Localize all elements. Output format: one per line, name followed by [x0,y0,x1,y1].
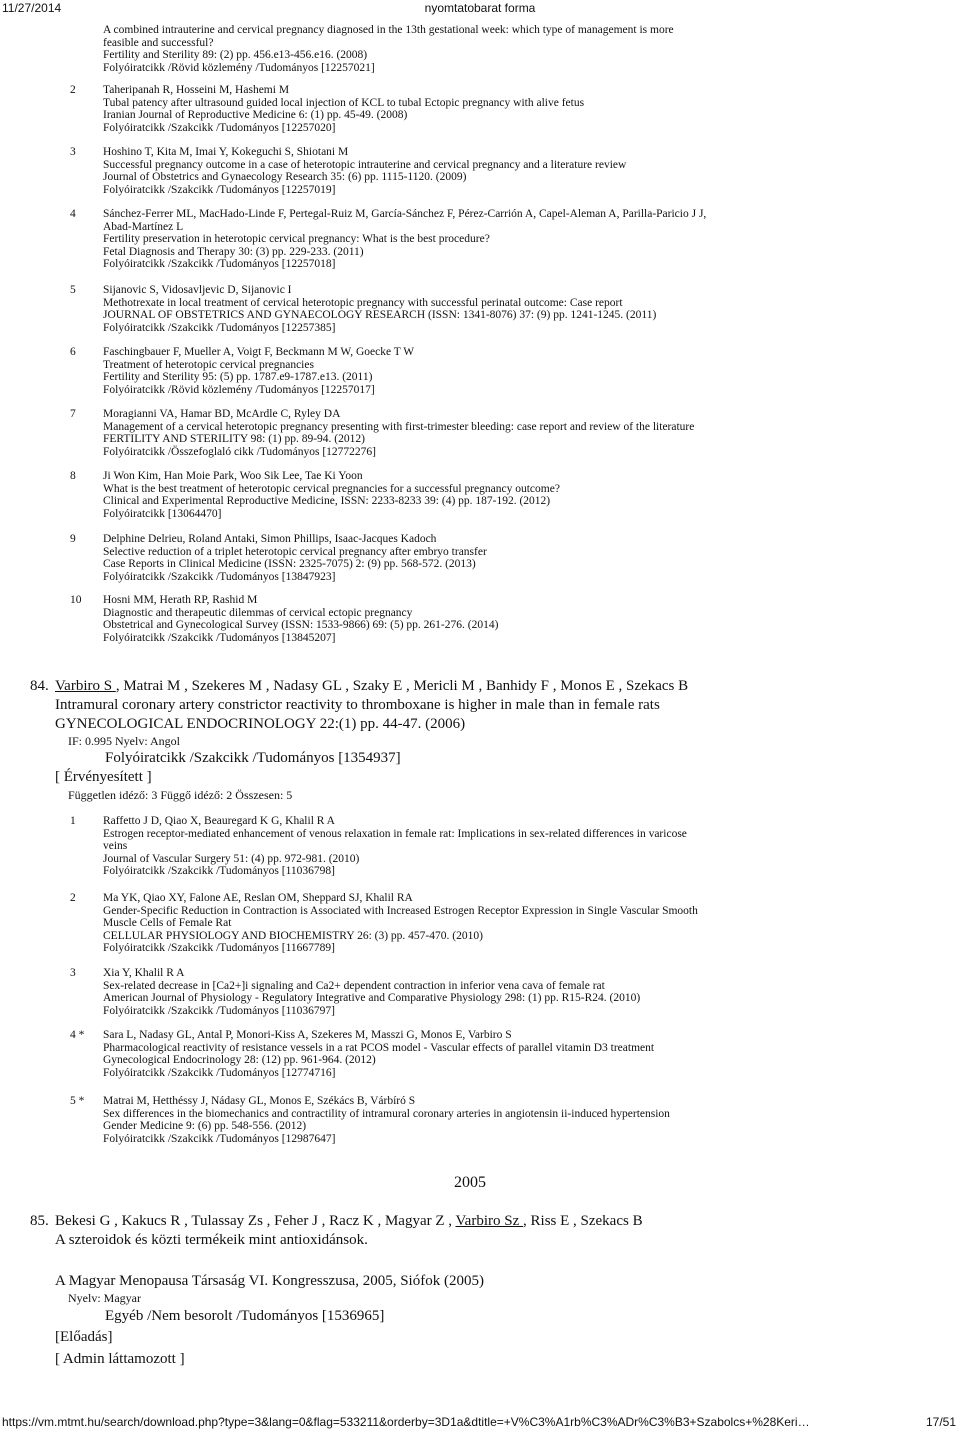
citation-number: 5 [70,284,76,296]
citation-number: 3 [70,967,76,979]
publication-form: [Előadás] [55,1329,113,1345]
citation-line: Folyóiratcikk /Szakcikk /Tudományos [12257385] [103,321,336,334]
citation-line: Ma YK, Qiao XY, Falone AE, Reslan OM, Sheppard SJ, Khalil RA [103,892,413,904]
citation-number: 6 [70,346,76,358]
citation-line: Folyóiratcikk /Rövid közlemény /Tudományos [12257017] [103,383,375,396]
publication-type: Egyéb /Nem besorolt /Tudományos [1536965] [105,1308,385,1324]
citation-line: Gender-Specific Reduction in Contraction is Associated with Increased Estrogen Receptor Expression in Single Vascular Smooth [103,904,698,917]
citation-line: Folyóiratcikk /Szakcikk /Tudományos [12257019] [103,183,336,196]
citation-line: Folyóiratcikk /Rövid közlemény /Tudományos [12257021] [103,61,375,74]
publication-title: A szteroidok és közti termékeik mint antioxidánsok. [55,1232,368,1248]
citation-line: Taheripanah R, Hosseini M, Hashemi M [103,84,290,96]
citation-number: 2 [70,892,76,904]
citation-line: Folyóiratcikk /Szakcikk /Tudományos [13847923] [103,570,336,583]
citation-number: 4 [70,208,76,220]
citation-line: Faschingbauer F, Mueller A, Voigt F, Beckmann M W, Goecke T W [103,346,415,358]
publication-venue: A Magyar Menopausa Társaság VI. Kongresszusa, 2005, Siófok (2005) [55,1273,484,1289]
page-url: https://vm.mtmt.hu/search/download.php?type=3&lang=0&flag=533211&orderby=3D1a&dtitle=+V%C3%A1rb%C3%ADr%C3%B3+Szabolcs+%28Keri… [2,1415,810,1429]
citation-line: Pharmacological reactivity of resistance vessels in a rat PCOS model - Vascular effects of parallel vitamin D3 treatment [103,1041,655,1054]
citation-line: Folyóiratcikk /Szakcikk /Tudományos [12987647] [103,1132,336,1145]
print-date: 11/27/2014 [2,1,62,15]
citation-line: Journal of Obstetrics and Gynaecology Research 35: (6) pp. 1115-1120. (2009) [103,171,467,184]
citation-number: 10 [70,594,82,606]
citation-line: Sijanovic S, Vidosavljevic D, Sijanovic I [103,284,292,296]
citation-line: Estrogen receptor-mediated enhancement of venous relaxation in female rat: Implications in sex-related differences in varicose [103,827,687,840]
citation-number: 8 [70,470,76,482]
citation-line: Hosni MM, Herath RP, Rashid M [103,594,258,606]
citation-line: Tubal patency after ultrasound guided local injection of KCL to tubal Ectopic pregnancy with alive fetus [103,96,585,109]
citation-item [70,24,890,74]
citation-line: Fertility and Sterility 89: (2) pp. 456.e13-456.e16. (2008) [103,49,368,62]
citation-line: Selective reduction of a triplet heterotopic cervical pregnancy after embryo transfer [103,545,487,558]
citation-item [70,1029,890,1079]
status-badge: [ Admin láttamozott ] [55,1351,185,1367]
citation-number: 5 * [70,1095,85,1107]
publication-number: 84. [30,678,49,694]
citation-line: Delphine Delrieu, Roland Antaki, Simon Phillips, Isaac-Jacques Kadoch [103,533,437,545]
citation-line: JOURNAL OF OBSTETRICS AND GYNAECOLOGY RESEARCH (ISSN: 1341-8076) 37: (9) pp. 1241-1245. (2011) [103,309,657,322]
citation-line: Diagnostic and therapeutic dilemmas of cervical ectopic pregnancy [103,606,413,619]
citation-line: Folyóiratcikk /Összefoglaló cikk /Tudományos [12772276] [103,445,376,458]
citation-item [70,84,890,134]
authors: , Matrai M , Szekeres M , Nadasy GL , Szaky E , Mericli M , Banhidy F , Monos E , Szekacs B [115,678,689,694]
citation-line: Fertility preservation in heterotopic cervical pregnancy: What is the best procedure? [103,233,490,246]
citation-line: What is the best treatment of heterotopic cervical pregnancies for a successful pregnancy outcome? [103,482,560,495]
publication-type: Folyóiratcikk /Szakcikk /Tudományos [1354937] [105,750,401,766]
citation-item [70,533,890,583]
citation-item [70,892,890,955]
citation-item [70,208,890,271]
citation-line: Obstetrical and Gynecological Survey (ISSN: 1533-9866) 69: (5) pp. 261-276. (2014) [103,619,499,632]
citation-line: Folyóiratcikk /Szakcikk /Tudományos [11667789] [103,942,336,955]
citation-number: 9 [70,533,76,545]
citation-number: 7 [70,408,76,420]
citation-number: 3 [70,146,76,158]
citation-line: Sánchez-Ferrer ML, MacHado-Linde F, Pertegal-Ruiz M, García-Sánchez F, Pérez-Carrión A, Capel-Aleman A, Parilla-Paricio J J, [103,208,707,220]
citation-item [70,967,890,1017]
citation-line: Treatment of heterotopic cervical pregnancies [103,358,314,371]
citation-line: Folyóiratcikk /Szakcikk /Tudományos [11036797] [103,1004,336,1017]
citation-line: Folyóiratcikk /Szakcikk /Tudományos [12257018] [103,258,336,271]
citation-number: 4 * [70,1029,85,1041]
citation-line: Sex differences in the biomechanics and contractility of intramural coronary arteries in angiotensin ii-induced hypertension [103,1107,670,1120]
citation-counts: Független idéző: 3 Függő idéző: 2 Összesen: 5 [68,788,293,802]
citation-line: Gynecological Endocrinology 28: (12) pp. 961-964. (2012) [103,1054,376,1067]
citation-line: Muscle Cells of Female Rat [103,917,232,930]
citation-item [70,815,890,878]
citation-item [70,146,890,196]
citation-line: Folyóiratcikk /Szakcikk /Tudományos [12774716] [103,1066,336,1079]
page-number: 17/51 [925,1415,956,1429]
citation-line: Ji Won Kim, Han Moie Park, Woo Sik Lee, Tae Ki Yoon [103,470,363,482]
publication-84 [30,677,910,802]
citation-line: Sara L, Nadasy GL, Antal P, Monori-Kiss A, Szekeres M, Masszi G, Monos E, Varbiro S [103,1029,512,1041]
citation-number: 2 [70,84,76,96]
citation-line: CELLULAR PHYSIOLOGY AND BIOCHEMISTRY 26: (3) pp. 457-470. (2010) [103,929,483,942]
impact-language: IF: 0.995 Nyelv: Angol [68,734,181,748]
authors: , Riss E , Szekacs B [523,1213,643,1229]
publication-title: Intramural coronary artery constrictor reactivity to thromboxane is higher in male than in female rats [55,697,660,713]
print-title: nyomtatobarat forma [424,1,536,15]
citation-line: Case Reports in Clinical Medicine (ISSN: 2325-7075) 2: (9) pp. 568-572. (2013) [103,558,476,571]
publication-journal: GYNECOLOGICAL ENDOCRINOLOGY 22:(1) pp. 44-47. (2006) [55,716,466,732]
citation-line: Folyóiratcikk /Szakcikk /Tudományos [12257020] [103,121,336,134]
citation-line: Abad-Martínez L [103,220,184,233]
print-footer [0,1413,960,1431]
citation-number: 1 [70,815,76,827]
citation-line: Folyóiratcikk /Szakcikk /Tudományos [11036798] [103,865,336,878]
citation-line: Journal of Vascular Surgery 51: (4) pp. 972-981. (2010) [103,852,360,865]
citation-item [70,346,890,396]
citation-line: Management of a cervical heterotopic pregnancy presenting with first-trimester bleeding: case report and review of the literature [103,420,695,433]
citation-line: Matrai M, Hetthéssy J, Nádasy GL, Monos E, Székács B, Várbíró S [103,1095,416,1107]
citation-line: Folyóiratcikk /Szakcikk /Tudományos [13845207] [103,631,336,644]
citation-line: Moragianni VA, Hamar BD, McArdle C, Ryley DA [103,408,341,420]
citation-line: Sex-related decrease in [Ca2+]i signaling and Ca2+ dependent contraction in inferior vena cava of female rat [103,979,605,992]
status-badge: [ Érvényesített ] [55,769,152,785]
citation-line: Methotrexate in local treatment of cervical heterotopic pregnancy with successful perinatal outcome: Case report [103,296,623,309]
citation-line: A combined intrauterine and cervical pregnancy diagnosed in the 13th gestational week: which type of management is more [103,24,674,36]
print-header [0,0,960,16]
citation-line: Hoshino T, Kita M, Imai Y, Kokeguchi S, Shiotani M [103,146,349,158]
citation-line: Raffetto J D, Qiao X, Beauregard K G, Khalil R A [103,815,335,827]
highlighted-author[interactable]: Varbiro S [55,678,116,694]
citation-line: FERTILITY AND STERILITY 98: (1) pp. 89-94. (2012) [103,433,365,446]
citation-line: Folyóiratcikk [13064470] [103,507,222,520]
citation-line: Fetal Diagnosis and Therapy 30: (3) pp. 229-233. (2011) [103,245,364,258]
citation-item [70,1095,890,1145]
citation-line: Xia Y, Khalil R A [103,967,185,979]
citation-item [70,594,890,644]
citation-line: Iranian Journal of Reproductive Medicine 6: (1) pp. 45-49. (2008) [103,109,408,122]
citation-line: Gender Medicine 9: (6) pp. 548-556. (2012) [103,1120,307,1133]
publication-language: Nyelv: Magyar [68,1291,141,1305]
citation-line: American Journal of Physiology - Regulatory Integrative and Comparative Physiology 298: (1) pp. R15-R24. (2010) [103,992,641,1005]
citation-line: veins [103,840,128,853]
authors: Bekesi G , Kakucs R , Tulassay Zs , Feher J , Racz K , Magyar Z , [55,1213,456,1229]
citation-line: Successful pregnancy outcome in a case of heterotopic intrauterine and cervical pregnancy and a literature review [103,158,627,171]
citation-item [70,408,890,458]
publication-number: 85. [30,1213,49,1229]
year-heading: 2005 [454,1174,486,1191]
citation-item [70,470,890,520]
highlighted-author[interactable]: Varbiro Sz [455,1213,524,1229]
publication-85 [30,1212,910,1369]
citation-line: Clinical and Experimental Reproductive Medicine, ISSN: 2233-8233 39: (4) pp. 187-192. (2012) [103,495,551,508]
citation-item [70,284,890,334]
citation-line: feasible and successful? [103,36,214,49]
citation-line: Fertility and Sterility 95: (5) pp. 1787.e9-1787.e13. (2011) [103,371,373,384]
